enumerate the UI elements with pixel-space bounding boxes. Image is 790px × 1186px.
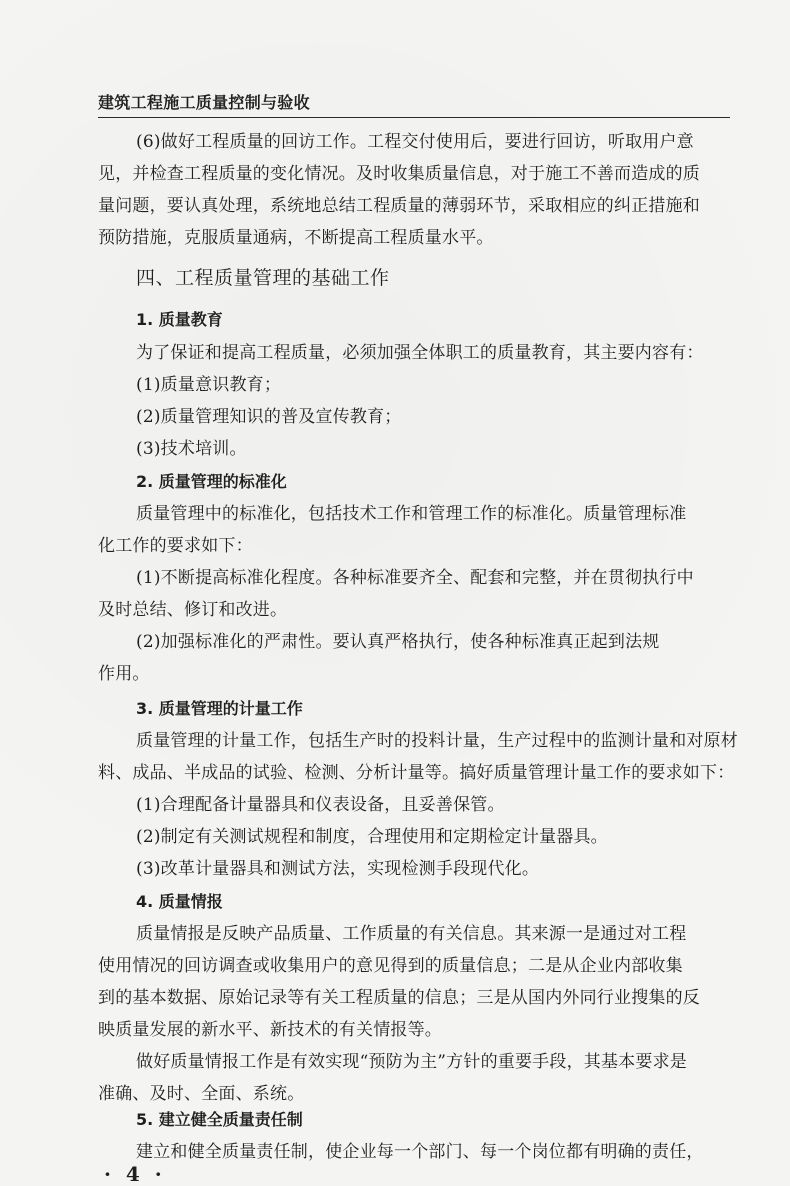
subsection-3-item-2: (2)制定有关测试规程和制度，合理使用和定期检定计量器具。 <box>136 827 608 847</box>
subsection-1-item-1: (1)质量意识教育； <box>136 375 282 395</box>
header-rule <box>98 117 730 118</box>
subsection-4-paragraph-1-line-2: 使用情况的回访调查或收集用户的意见得到的质量信息；二是从企业内部收集 <box>98 956 683 976</box>
subsection-3-item-1: (1)合理配备计量器具和仪表设备，且妥善保管。 <box>136 795 505 815</box>
subsection-5-heading: 5. 建立健全质量责任制 <box>136 1110 303 1129</box>
paragraph-6-line-3: 量问题，要认真处理，系统地总结工程质量的薄弱环节，采取相应的纠正措施和 <box>98 196 700 216</box>
section-4-heading: 四、工程质量管理的基础工作 <box>136 267 390 289</box>
subsection-4-paragraph-2-line-1: 做好质量情报工作是有效实现“预防为主”方针的重要手段，其基本要求是 <box>136 1052 687 1072</box>
paragraph-6-line-4: 预防措施，克服质量通病，不断提高工程质量水平。 <box>98 228 494 248</box>
subsection-2-item-2-line-2: 作用。 <box>98 664 150 684</box>
subsection-4-paragraph-1-line-3: 到的基本数据、原始记录等有关工程质量的信息；三是从国内外同行业搜集的反 <box>98 988 700 1008</box>
subsection-2-item-1-line-2: 及时总结、修订和改进。 <box>98 600 288 620</box>
subsection-2-item-2-line-1: (2)加强标准化的严肃性。要认真严格执行，使各种标准真正起到法规 <box>136 632 660 652</box>
subsection-1-intro: 为了保证和提高工程质量，必须加强全体职工的质量教育，其主要内容有： <box>136 343 704 363</box>
subsection-2-heading: 2. 质量管理的标准化 <box>136 472 287 491</box>
page-number: · 4 · <box>104 1162 166 1186</box>
subsection-3-paragraph-line-2: 料、成品、半成品的试验、检测、分析计量等。搞好质量管理计量工作的要求如下： <box>98 763 735 783</box>
paragraph-6-line-2: 见，并检查工程质量的变化情况。及时收集质量信息，对于施工不善而造成的质 <box>98 164 700 184</box>
subsection-4-paragraph-1-line-4: 映质量发展的新水平、新技术的有关情报等。 <box>98 1020 442 1040</box>
subsection-1-item-2: (2)质量管理知识的普及宣传教育； <box>136 407 402 427</box>
subsection-2-paragraph-line-2: 化工作的要求如下： <box>98 536 253 556</box>
subsection-3-paragraph-line-1: 质量管理的计量工作，包括生产时的投料计量，生产过程中的监测计量和对原材 <box>136 731 738 751</box>
subsection-2-paragraph-line-1: 质量管理中的标准化，包括技术工作和管理工作的标准化。质量管理标准 <box>136 504 687 524</box>
subsection-3-heading: 3. 质量管理的计量工作 <box>136 699 303 718</box>
running-header-title: 建筑工程施工质量控制与验收 <box>98 93 310 112</box>
subsection-5-paragraph-line-1: 建立和健全质量责任制，使企业每一个部门、每一个岗位都有明确的责任， <box>136 1142 704 1162</box>
subsection-4-paragraph-2-line-2: 准确、及时、全面、系统。 <box>98 1084 305 1104</box>
subsection-2-item-1-line-1: (1)不断提高标准化程度。各种标准要齐全、配套和完整，并在贯彻执行中 <box>136 568 694 588</box>
paragraph-6-line-1: (6)做好工程质量的回访工作。工程交付使用后，要进行回访，听取用户意 <box>136 132 694 152</box>
subsection-4-heading: 4. 质量情报 <box>136 892 223 911</box>
subsection-1-heading: 1. 质量教育 <box>136 310 223 329</box>
subsection-1-item-3: (3)技术培训。 <box>136 439 247 459</box>
subsection-4-paragraph-1-line-1: 质量情报是反映产品质量、工作质量的有关信息。其来源一是通过对工程 <box>136 924 687 944</box>
subsection-3-item-3: (3)改革计量器具和测试方法，实现检测手段现代化。 <box>136 859 540 879</box>
